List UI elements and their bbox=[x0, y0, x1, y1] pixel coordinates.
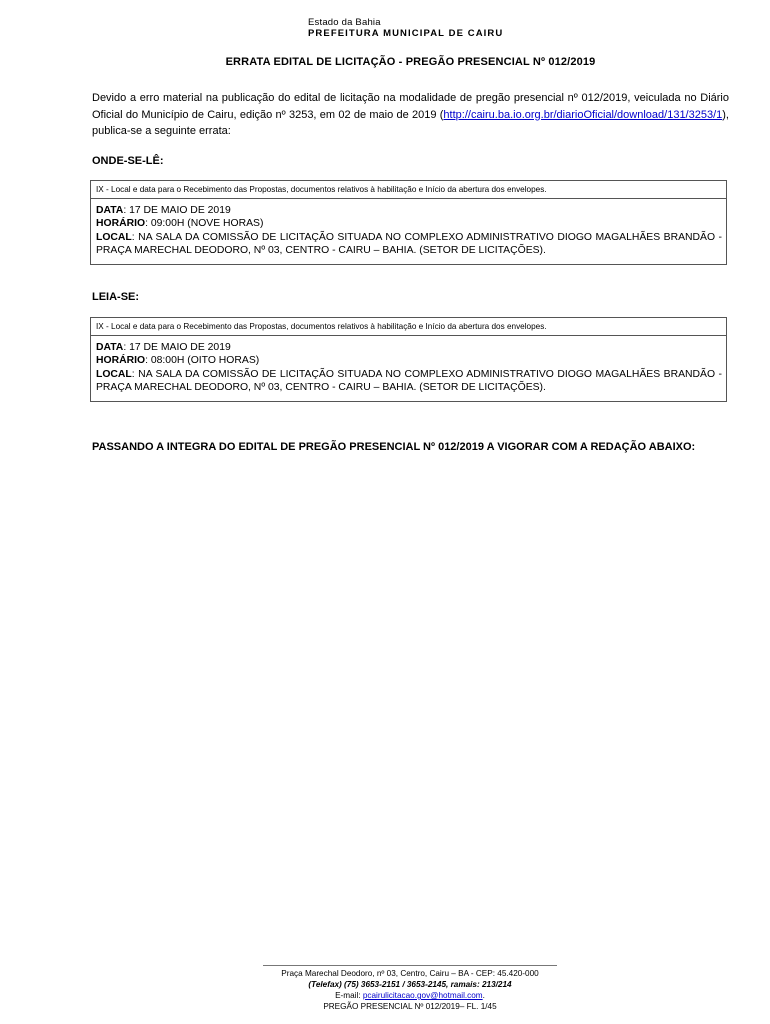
footer-address: Praça Marechal Deodoro, nº 03, Centro, Cairu – BA - CEP: 45.420-000 bbox=[281, 969, 539, 978]
onde-se-le-label: ONDE-SE-LÊ: bbox=[92, 155, 164, 167]
data-value: : 17 DE MAIO DE 2019 bbox=[123, 205, 231, 216]
email-link[interactable]: pcairulicitacao.gov@hotmail.com bbox=[362, 991, 483, 1000]
data-line bbox=[96, 341, 722, 354]
box-heading: IX - Local e data para o Recebimento das Propostas, documentos relativos à habilitação e Início da abertura dos envelopes. bbox=[91, 318, 726, 336]
letterhead bbox=[308, 17, 503, 39]
horario-label: HORÁRIO bbox=[96, 355, 146, 367]
horario-line bbox=[96, 217, 722, 230]
prefeitura-name: PREFEITURA MUNICIPAL DE CAIRU bbox=[308, 28, 504, 39]
box-heading: IX - Local e data para o Recebimento das Propostas, documentos relativos à habilitação e Início da abertura dos envelopes. bbox=[91, 181, 726, 199]
email-label: E-mail: bbox=[335, 991, 363, 1000]
local-label: LOCAL bbox=[96, 368, 132, 380]
local-line bbox=[96, 231, 722, 258]
horario-value: : 09:00H (NOVE HORAS) bbox=[145, 218, 264, 230]
document-title: ERRATA EDITAL DE LICITAÇÃO - PREGÃO PRESENCIAL Nº 012/2019 bbox=[225, 56, 596, 68]
local-label: LOCAL bbox=[96, 231, 132, 243]
intro-text-after: ), publica-se a seguinte errata: bbox=[92, 108, 729, 137]
horario-label: HORÁRIO bbox=[96, 218, 146, 230]
diario-oficial-link[interactable]: http://cairu.ba.io.org.br/diarioOficial/download/131/3253/1 bbox=[443, 108, 723, 121]
passando-paragraph: PASSANDO A INTEGRA DO EDITAL DE PREGÃO PRESENCIAL Nº 012/2019 A VIGORAR COM A REDAÇÃO ABAIXO: bbox=[92, 441, 696, 453]
footer-divider bbox=[263, 965, 557, 966]
local-line bbox=[96, 368, 722, 395]
local-value: : NA SALA DA COMISSÃO DE LICITAÇÃO SITUADA NO COMPLEXO ADMINISTRATIVO DIOGO MAGALHÃES BRANDÃO - PRAÇA MARECHAL DEODORO, Nº 03, CENTRO - CAIRU – BAHIA. (SETOR DE LICITAÇÕES). bbox=[96, 368, 722, 394]
horario-value: : 08:00H (OITO HORAS) bbox=[145, 355, 260, 367]
footer bbox=[240, 968, 580, 1012]
data-label: DATA bbox=[96, 205, 124, 216]
box-content bbox=[91, 336, 726, 401]
footer-phone: (Telefax) (75) 3653-2151 / 3653-2145, ramais: 213/214 bbox=[308, 980, 512, 989]
leia-se-label: LEIA-SE: bbox=[92, 291, 140, 303]
intro-text-before: Devido a erro material na publicação do edital de licitação na modalidade de pregão presencial nº 012/2019, veiculada no Diário Oficial do Município de Cairu, edição nº 3253, em 02 de maio de 2019 ( bbox=[92, 92, 729, 121]
onde-se-le-box bbox=[90, 180, 727, 265]
local-value: : NA SALA DA COMISSÃO DE LICITAÇÃO SITUADA NO COMPLEXO ADMINISTRATIVO DIOGO MAGALHÃES BRANDÃO - PRAÇA MARECHAL DEODORO, Nº 03, CENTRO - CAIRU – BAHIA. (SETOR DE LICITAÇÕES). bbox=[96, 231, 722, 257]
intro-paragraph bbox=[92, 90, 729, 140]
data-label: DATA bbox=[96, 342, 124, 353]
footer-page-number: PREGÃO PRESENCIAL Nº 012/2019– FL. 1/45 bbox=[323, 1002, 497, 1011]
footer-email-line bbox=[240, 990, 580, 1001]
data-line bbox=[96, 204, 722, 217]
email-suffix: . bbox=[482, 991, 485, 1000]
leia-se-box bbox=[90, 317, 727, 402]
data-value: : 17 DE MAIO DE 2019 bbox=[123, 342, 231, 353]
box-content bbox=[91, 199, 726, 264]
horario-line bbox=[96, 354, 722, 367]
state-name: Estado da Bahia bbox=[308, 17, 381, 28]
